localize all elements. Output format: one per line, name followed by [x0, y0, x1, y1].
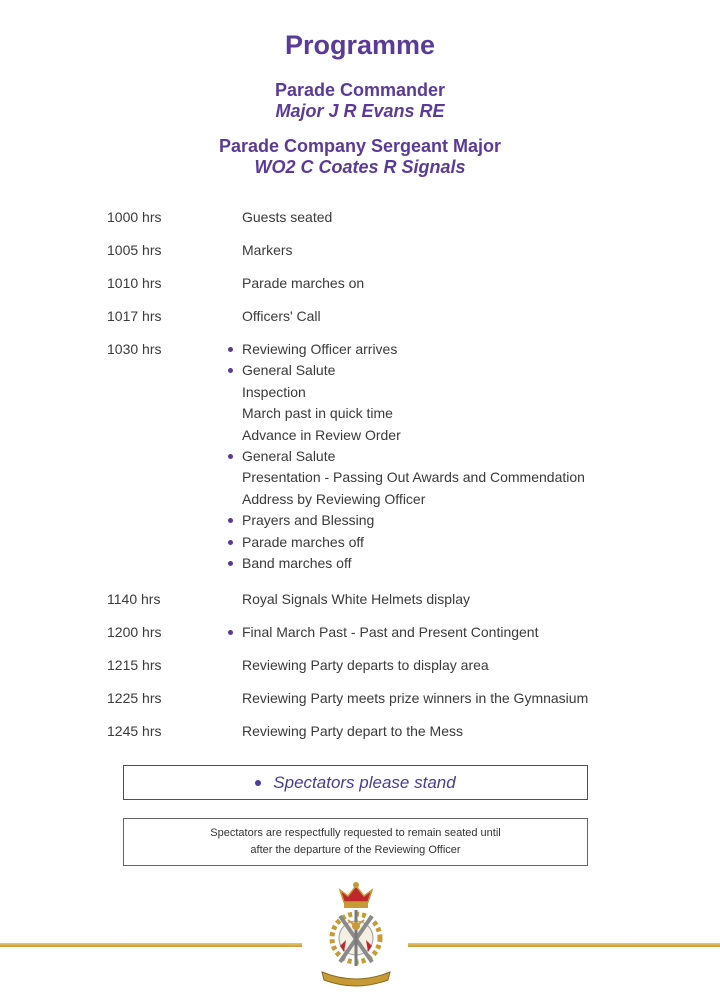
schedule-item: Guests seated [242, 209, 333, 225]
bullet-icon [228, 347, 233, 352]
schedule-item: Address by Reviewing Officer [242, 490, 426, 507]
parade-csm-block [0, 136, 720, 178]
seated-notice-line-1: Spectators are respectfully requested to remain seated until [210, 827, 501, 839]
parade-commander-block [0, 80, 720, 122]
schedule-item: General Salute [242, 448, 336, 464]
bullet-icon [228, 368, 233, 373]
gold-rule-left [0, 943, 302, 947]
schedule-item: March past in quick time [242, 405, 393, 422]
bullet-icon [228, 518, 233, 523]
schedule-item: Reviewing Party departs to display area [242, 657, 489, 673]
schedule-time: 1200 hrs [107, 624, 162, 640]
spectators-stand-notice [123, 765, 588, 800]
bullet-icon [228, 561, 233, 566]
schedule-time: 1225 hrs [107, 690, 162, 706]
parade-commander-label: Parade Commander [274, 80, 446, 100]
parade-csm-label: Parade Company Sergeant Major [218, 136, 502, 156]
gold-rule-right [408, 943, 720, 947]
schedule-time: 1030 hrs [107, 341, 162, 357]
royal-corps-crest-icon [310, 880, 402, 992]
schedule-item: Inspection [242, 383, 306, 400]
bullet-icon [228, 630, 233, 635]
schedule-item: Parade marches off [242, 533, 364, 550]
schedule-item: Presentation - Passing Out Awards and Commendation [242, 469, 585, 486]
schedule-item: Reviewing Party meets prize winners in the Gymnasium [242, 690, 589, 706]
schedule-item: Prayers and Blessing [242, 512, 375, 529]
schedule-item: Officers' Call [242, 308, 321, 324]
spectators-stand-text: Spectators please stand [273, 772, 456, 792]
schedule-item: Band marches off [242, 555, 352, 571]
parade-commander-name: Major J R Evans RE [275, 101, 445, 121]
bullet-icon [228, 540, 233, 545]
page-title: Programme [284, 30, 436, 60]
bullet-icon [255, 780, 261, 786]
schedule-time: 1000 hrs [107, 209, 162, 225]
schedule-item: General Salute [242, 362, 336, 379]
schedule-item: Royal Signals White Helmets display [242, 591, 470, 607]
schedule-item: Reviewing Officer arrives [242, 341, 398, 357]
schedule-item: Markers [242, 242, 293, 258]
schedule-item: Parade marches on [242, 275, 365, 291]
schedule-time: 1010 hrs [107, 275, 162, 291]
spectators-seated-notice [123, 818, 588, 866]
schedule-item: Advance in Review Order [242, 426, 401, 443]
bullet-icon [228, 454, 233, 459]
schedule-item: Final March Past - Past and Present Contingent [242, 624, 539, 640]
seated-notice-line-2: after the departure of the Reviewing Officer [250, 844, 461, 856]
schedule-time: 1245 hrs [107, 723, 162, 739]
schedule-time: 1017 hrs [107, 308, 162, 324]
schedule-item: Reviewing Party depart to the Mess [242, 723, 463, 739]
schedule-time: 1140 hrs [107, 591, 161, 607]
schedule-time: 1005 hrs [107, 242, 162, 258]
schedule-time: 1215 hrs [107, 657, 162, 673]
parade-csm-name: WO2 C Coates R Signals [254, 157, 466, 177]
